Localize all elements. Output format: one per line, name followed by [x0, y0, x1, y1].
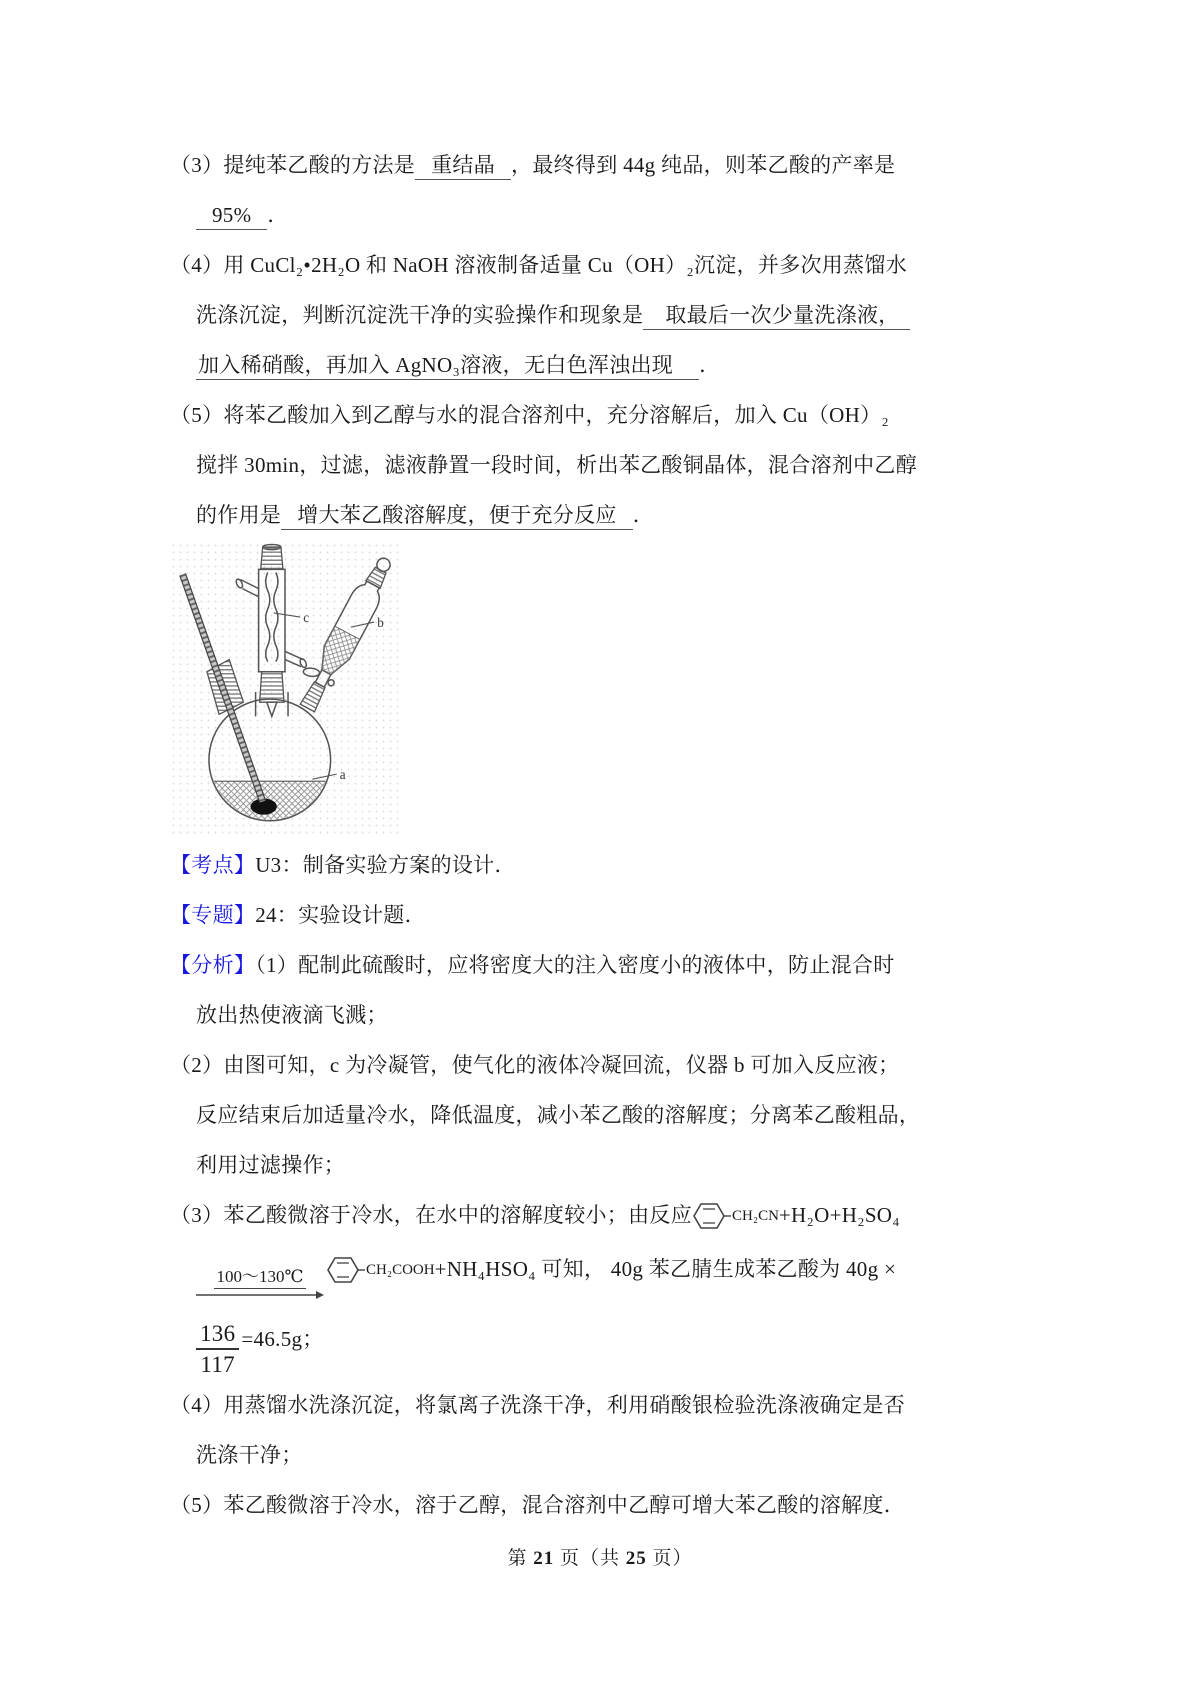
text-segment: （5）苯乙酸微溶于冷水，溶于乙醇，混合溶剂中乙醇可增大苯乙酸的溶解度．	[170, 1493, 905, 1517]
text-segment: 的作用是	[196, 503, 282, 527]
analysis-line-5	[170, 1480, 1070, 1530]
answer-line-q5-2	[170, 440, 1070, 490]
text-segment: +NH₄HSO₄ 可知， 40g 苯乙腈生成苯乙酸为 40g ×	[434, 1257, 897, 1281]
page-content	[170, 140, 1070, 1530]
answer-line-q5-1	[170, 390, 1070, 440]
text-segment: 洗涤干净；	[196, 1443, 303, 1467]
text-segment: 反应结束后加适量冷水，降低温度，减小苯乙酸的溶解度；分离苯乙酸粗品，	[196, 1103, 921, 1127]
page-number: 21	[533, 1548, 555, 1569]
answer-blank-wash-test-2: 加入稀硝酸，再加入 AgNO₃溶液，无白色浑浊出现	[196, 352, 699, 380]
text-segment: （3）苯乙酸微溶于冷水，在水中的溶解度较小；由反应	[170, 1203, 692, 1227]
answer-line-q4-2	[170, 290, 1070, 340]
answer-blank-ethanol-role: 增大苯乙酸溶解度，便于充分反应	[281, 502, 633, 530]
analysis-line-3a	[170, 1190, 1070, 1240]
phenylacetic-acid-structure	[326, 1241, 435, 1299]
answer-line-q5-3	[170, 490, 1070, 540]
label-c: c	[303, 610, 310, 626]
page-footer	[0, 1543, 1200, 1570]
reaction-arrow	[196, 1267, 324, 1300]
formula-ch2cn: CH₂CN	[732, 1208, 779, 1224]
reflux-condenser	[235, 545, 308, 717]
fraction-denominator: 117	[200, 1352, 235, 1377]
text-segment: 洗涤沉淀，判断沉淀洗干净的实验操作和现象是	[196, 303, 644, 327]
apparatus-diagram	[170, 542, 402, 838]
analysis-line-1a	[170, 940, 1070, 990]
analysis-line-2b	[170, 1090, 1070, 1140]
analysis-line-2c	[170, 1140, 1070, 1190]
text-segment: +H₂O+H₂SO₄	[778, 1203, 900, 1227]
text-segment: （2）由图可知，c 为冷凝管，使气化的液体冷凝回流，仪器 b 可加入反应液；	[170, 1053, 900, 1077]
text-segment: 搅拌 30min，过滤，滤液静置一段时间，析出苯乙酸铜晶体，混合溶剂中乙醇	[196, 453, 918, 477]
footer-segment: 页）	[646, 1548, 693, 1569]
exam-point-tag: 【考点】	[170, 853, 256, 877]
text-segment: 利用过滤操作；	[196, 1153, 346, 1177]
analysis-line-3b	[170, 1240, 1070, 1298]
text-segment: （4）用 CuCl₂•2H₂O 和 NaOH 溶液制备适量 Cu（OH）₂沉淀，并多次用蒸馏水	[170, 253, 907, 277]
phenylacetonitrile-structure	[692, 1191, 779, 1241]
reaction-condition: 100～130℃	[214, 1267, 305, 1289]
exam-point-text: U3：制备实验方案的设计．	[255, 853, 516, 877]
text-segment: ．	[632, 503, 655, 527]
text-segment: （1）配制此硫酸时，应将密度大的注入密度小的液体中，防止混合时	[255, 953, 895, 977]
text-segment: （3）提纯苯乙酸的方法是	[170, 153, 416, 177]
footer-segment: 第	[507, 1548, 534, 1569]
benzene-ring-icon	[326, 1255, 366, 1285]
answer-line-q3-1	[170, 140, 1070, 190]
fraction	[196, 1322, 239, 1376]
answer-line-q4-1	[170, 240, 1070, 290]
text-segment: 放出热使液滴飞溅；	[196, 1003, 388, 1027]
analysis-line-4a	[170, 1380, 1070, 1430]
analysis-line-4b	[170, 1430, 1070, 1480]
answer-blank-recrystallize: 重结晶	[415, 152, 511, 180]
text-segment: （5）将苯乙酸加入到乙醇与水的混合溶剂中，充分溶解后，加入 Cu（OH）₂	[170, 403, 890, 427]
formula-ch2cooh: CH₂COOH	[366, 1262, 435, 1278]
label-b: b	[377, 615, 385, 631]
answer-blank-yield: 95%	[196, 202, 267, 230]
analysis-line-1b	[170, 990, 1070, 1040]
exam-point-line	[170, 840, 1070, 890]
footer-segment: 页（共	[554, 1548, 626, 1569]
topic-line	[170, 890, 1070, 940]
dropping-funnel	[288, 549, 399, 715]
thermometer	[180, 573, 266, 802]
apparatus-drawing	[170, 542, 402, 838]
text-segment: ．	[699, 353, 721, 377]
topic-text: 24：实验设计题．	[255, 903, 426, 927]
text-segment: =46.5g；	[241, 1327, 324, 1351]
text-segment: ，最终得到 44g 纯品，则苯乙酸的产率是	[511, 153, 896, 177]
text-segment: （4）用蒸馏水洗涤沉淀，将氯离子洗涤干净，利用硝酸银检验洗涤液确定是否	[170, 1393, 905, 1417]
fraction-numerator: 136	[196, 1322, 239, 1350]
label-a: a	[339, 767, 346, 783]
text-segment: ．	[267, 203, 289, 227]
answer-blank-wash-test-1: 取最后一次少量洗涤液，	[643, 302, 909, 330]
answer-line-q4-3	[170, 340, 1070, 390]
topic-tag: 【专题】	[170, 903, 256, 927]
total-pages: 25	[625, 1548, 647, 1569]
analysis-tag: 【分析】	[170, 953, 256, 977]
answer-line-q3-2	[170, 190, 1070, 240]
benzene-ring-icon	[692, 1201, 732, 1231]
analysis-line-3c	[170, 1298, 1070, 1380]
analysis-line-2a	[170, 1040, 1070, 1090]
